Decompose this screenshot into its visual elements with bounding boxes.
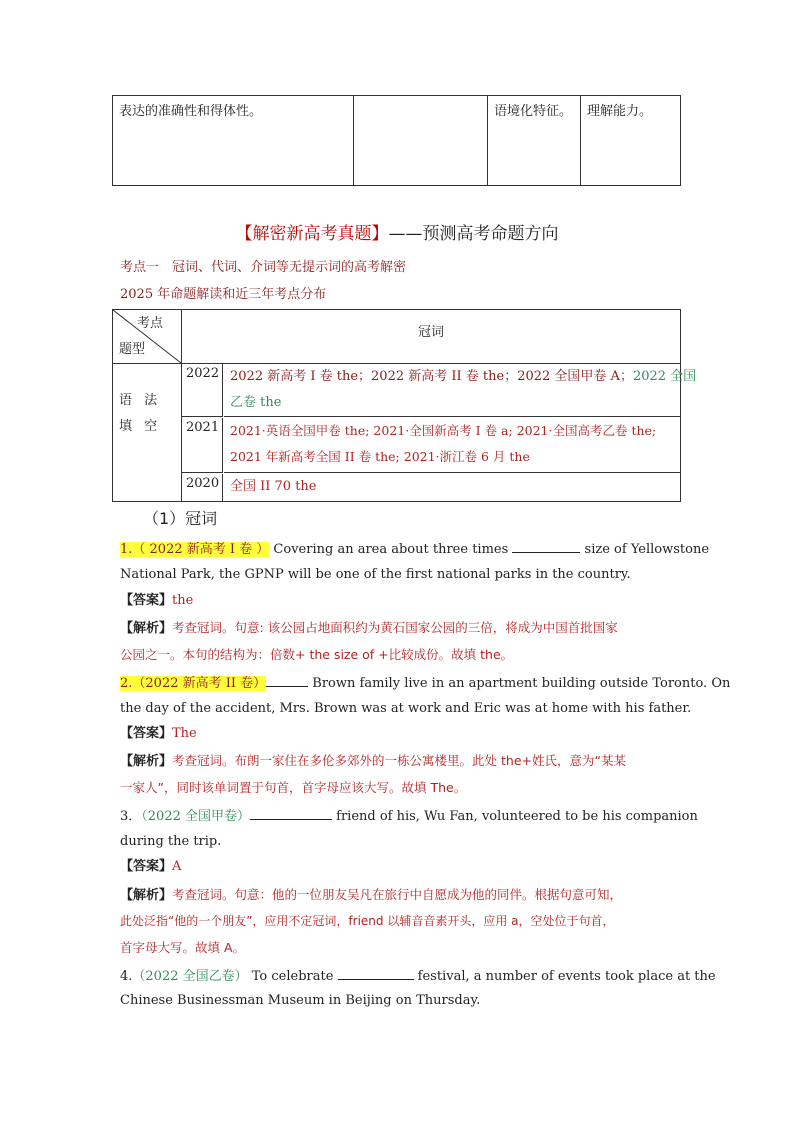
q1-line1 [120,540,710,558]
q3-text-a: friend of his, Wu Fan, volunteered to be his companion [332,809,698,824]
q2-text-a: Brown family live in an apartment building outside Toronto. On [308,676,731,691]
q1-text-a: Covering an area about three times [269,542,513,557]
q2-analysis-2: 一家人”，同时该单词置于句首，首字母应该大写。故填 The。 [120,780,467,795]
q1-text-b: size of Yellowstone [580,542,710,557]
q3-answer-label: 【答案】 [120,859,173,874]
q2-analysis-text-1: 考查冠词。布朗一家住在多伦多郊外的一栋公寓楼里。此处 the+姓氏，意为“某某 [172,753,626,768]
q4-num: 4. [120,969,133,984]
q3-analysis-text-1: 考查冠词。句意：他的一位朋友吴凡在旅行中自愿成为他的同伴。根据句意可知， [172,887,623,902]
row-2020-line1: 全国 II 70 the [230,479,317,494]
q4-blank[interactable] [338,967,414,980]
q3-answer [120,859,676,875]
section-title [0,219,794,244]
q1-blank[interactable] [512,540,580,553]
year-2021: 2021 [186,420,220,435]
q1-source: 1.（ 2022 新高考 I 卷 ） [120,542,270,557]
row-2021-line2: 2021 年新高考全国 II 卷 the; 2021·浙江卷 6 月 the [230,449,530,464]
q1-analysis-1 [120,620,676,637]
top-table-cell-3: 语境化特征。 [488,96,581,186]
q3-num: 3． [120,809,142,824]
q4-line2: Chinese Businessman Museum in Beijing on Thursday. [120,993,481,1008]
q2-source: 2.（2022 新高考 II 卷） [120,676,267,691]
q3-analysis-label: 【解析】 [120,888,173,903]
q1-analysis-2: 公园之一。本句的结构为：倍数+ the size of +比较成份。故填 the。 [120,647,514,662]
top-table-cell-1: 表达的准确性和得体性。 [113,96,354,186]
year-cell-2020 [182,474,223,501]
header-tixing: 题型 [119,342,146,357]
content-cell-2020 [224,474,680,501]
distribution-title: 2025 年命题解读和近三年考点分布 [120,287,327,302]
year-2020: 2020 [186,476,220,491]
q3-analysis-1 [120,887,676,904]
q2-analysis-label: 【解析】 [120,754,173,769]
q2-answer-value: The [172,726,197,741]
q1-line2: National Park, the GPNP will be one of the first national parks in the country. [120,567,631,582]
q1-analysis-label: 【解析】 [120,621,173,636]
content-cell-2021 [224,418,680,473]
row-2022-line2: 乙卷 the [230,395,282,410]
q2-line1 [120,674,731,692]
section-title-rest: ——预测高考命题方向 [388,224,559,244]
q4-line1 [120,967,716,985]
q1-answer [120,593,676,609]
q1-analysis-text-1: 考查冠词。句意: 该公园占地面积约为黄石国家公园的三倍，将成为中国首批国家 [172,620,618,635]
q1-answer-value: the [172,593,194,608]
q2-answer [120,726,676,742]
q4-text-b: festival, a number of events took place at the [413,969,716,984]
subsection-title: （1）冠词 [143,509,218,528]
q3-answer-value: A [172,859,182,874]
q3-blank[interactable] [250,807,332,820]
q3-analysis-3: 首字母大写。故填 A。 [120,940,246,955]
year-2022: 2022 [186,366,220,381]
top-table [112,95,681,186]
q3-line2: during the trip. [120,834,222,849]
q3-analysis-2: 此处泛指“他的一个朋友”，应用不定冠词，friend 以辅音音素开头，应用 a，空处位于句首， [120,914,615,928]
content-cell-2022 [224,364,697,417]
row-2021-line1: 2021·英语全国甲卷 the; 2021·全国新高考 I 卷 a; 2021·全国高考乙卷 the; [230,423,657,438]
q3-source: （2022 全国甲卷） [141,809,250,824]
q4-source: （2022 全国乙卷） [132,969,248,984]
header-main-label: 冠词 [417,325,444,340]
q2-answer-label: 【答案】 [120,726,173,741]
row-2022-line1-green: 2022 全国 [632,369,697,384]
top-table-cell-4: 理解能力。 [581,96,681,186]
q2-analysis-1 [120,753,676,770]
distribution-table [112,309,697,502]
year-cell-2022 [182,364,223,417]
q1-answer-label: 【答案】 [120,593,173,608]
q2-blank[interactable] [266,674,308,687]
row-label-cell [113,364,182,501]
header-diagonal-cell [113,310,182,364]
q4-text-a: To celebrate [247,969,338,984]
row-label: 语 法 填 空 [119,393,162,434]
top-table-cell-2 [354,96,488,186]
kaodian-title: 考点一 冠词、代词、介词等无提示词的高考解密 [120,260,407,275]
section-title-bracket: 【解密新高考真题】 [235,224,389,244]
year-cell-2021 [182,418,223,473]
header-kaodian: 考点 [137,316,164,331]
q3-line1 [120,807,698,825]
q2-line2: the day of the accident, Mrs. Brown was at work and Eric was at home with his father. [120,701,692,716]
header-main-cell [182,310,680,364]
row-2022-line1: 2022 新高考 I 卷 the；2022 新高考 II 卷 the；2022 全国甲卷 A； [230,369,633,384]
